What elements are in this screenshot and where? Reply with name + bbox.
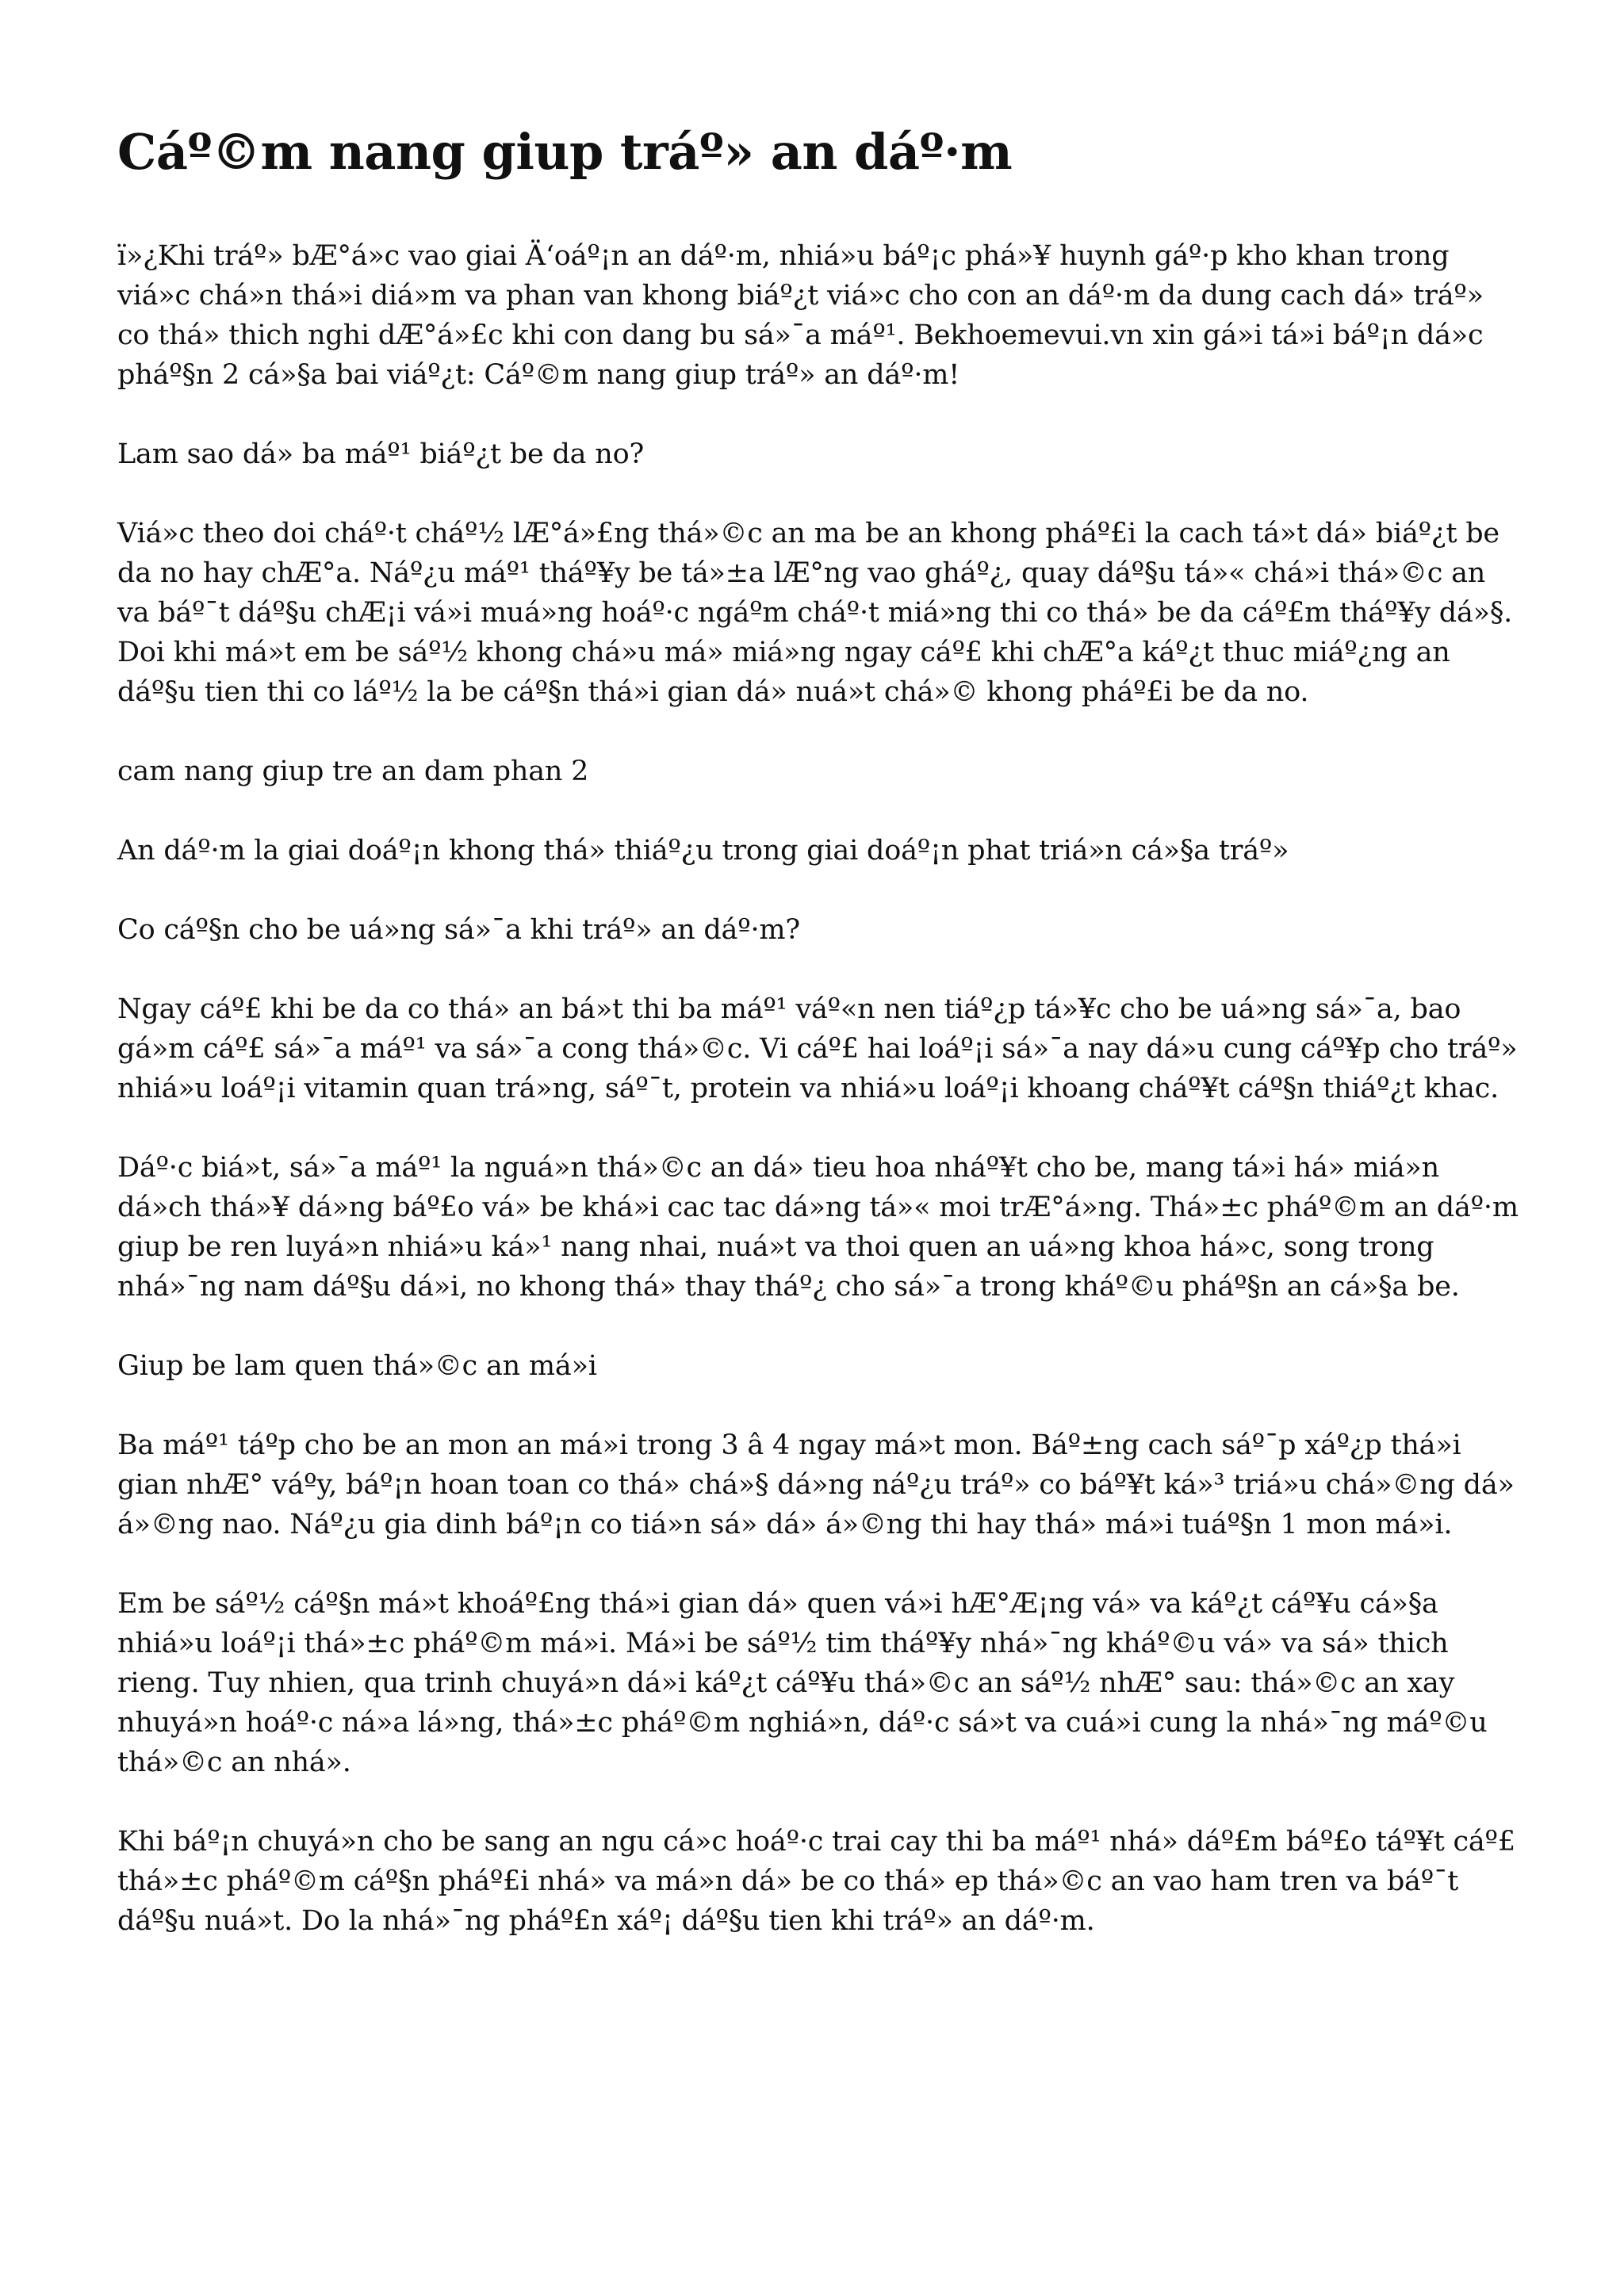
- paragraph-intro: ï»¿Khi tráº» bÆ°á»c vao giai Ä‘oáº¡n an dáº·m, nhiá»u báº¡c phá»¥ huynh gáº·p kho khan trong viá»c chá»n thá»i diá»m va phan van khong biáº¿t viá»c cho con an dáº·m da dung cach dá» tráº» co thá» thich nghi dÆ°á»£c khi con dang bu sá»¯a máº¹. Bekhoemevui.vn xin gá»i tá»i báº¡n dá»c pháº§n 2 cá»§a bai viáº¿t: Cáº©m nang giup tráº» an dáº·m!: [117, 240, 1484, 391]
- paragraph-question-milk: Co cáº§n cho be uá»ng sá»¯a khi tráº» an dáº·m?: [117, 914, 800, 946]
- paragraph-cereal-fruit: Khi báº¡n chuyá»n cho be sang an ngu cá»c hoáº·c trai cay thi ba máº¹ nhá» dáº£m báº£o táº¥t cáº£ thá»±c pháº©m cáº§n pháº£i nhá» va má»n dá» be co thá» ep thá»©c an vao ham tren va báº¯t dáº§u nuá»t. Do la nhá»¯ng pháº£n xáº¡ dáº§u tien khi tráº» an dáº·m.: [117, 1826, 1515, 1937]
- paragraph-new-food-heading: Giup be lam quen thá»©c an má»i: [117, 1350, 597, 1382]
- paragraph-new-food-schedule: Ba máº¹ táºp cho be an mon an má»i trong 3 â 4 ngay má»t mon. Báº±ng cach sáº¯p xáº¿p thá»i gian nhÆ° váºy, báº¡n hoan toan co thá» chá»§ dá»ng náº¿u tráº» co báº¥t ká»³ triá»u chá»©ng dá» á»©ng nao. Náº¿u gia dinh báº¡n co tiá»n sá» dá» á»©ng thi hay thá» má»i tuáº§n 1 mon má»i.: [117, 1429, 1515, 1540]
- paragraph-milk-continue: Ngay cáº£ khi be da co thá» an bá»t thi ba máº¹ váº«n nen tiáº¿p tá»¥c cho be uá»ng sá»¯a, bao gá»m cáº£ sá»¯a máº¹ va sá»¯a cong thá»©c. Vi cáº£ hai loáº¡i sá»¯a nay dá»u cung cáº¥p cho tráº» nhiá»u loáº¡i vitamin quan trá»ng, sáº¯t, protein va nhiá»u loáº¡i khoang cháº¥t cáº§n thiáº¿t khac.: [117, 993, 1518, 1104]
- paragraph-stage-note: An dáº·m la giai doáº¡n khong thá» thiáº¿u trong giai doáº¡n phat triá»n cá»§a tráº»: [117, 835, 1289, 867]
- paragraph-texture-transition: Em be sáº½ cáº§n má»t khoáº£ng thá»i gian dá» quen vá»i hÆ°Æ¡ng vá» va káº¿t cáº¥u cá»§a nhiá»u loáº¡i thá»±c pháº©m má»i. Má»i be sáº½ tim tháº¥y nhá»¯ng kháº©u vá» va sá» thich rieng. Tuy nhien, qua trinh chuyá»n dá»i káº¿t cáº¥u thá»©c an sáº½ nhÆ° sau: thá»©c an xay nhuyá»n hoáº·c ná»a lá»ng, thá»±c pháº©m nghiá»n, dáº·c sá»t va cuá»i cung la nhá»¯ng máº©u thá»©c an nhá».: [117, 1588, 1488, 1778]
- document-page: [117, 121, 1521, 1980]
- paragraph-question-full: Lam sao dá» ba máº¹ biáº¿t be da no?: [117, 438, 645, 470]
- paragraph-breast-milk: Dáº·c biá»t, sá»¯a máº¹ la nguá»n thá»©c an dá» tieu hoa nháº¥t cho be, mang tá»i há» miá»n dá»ch thá»¥ dá»ng báº£o vá» be khá»i cac tac dá»ng tá»« moi trÆ°á»ng. Thá»±c pháº©m an dáº·m giup be ren luyá»n nhiá»u ká»¹ nang nhai, nuá»t va thoi quen an uá»ng khoa há»c, song trong nhá»¯ng nam dáº§u dá»i, no khong thá» thay tháº¿ cho sá»¯a trong kháº©u pháº§n an cá»§a be.: [117, 1152, 1519, 1303]
- document-title: Cáº©m nang giup tráº» an dáº·m: [117, 123, 1013, 181]
- paragraph-image-caption: cam nang giup tre an dam phan 2: [117, 756, 589, 787]
- paragraph-full-signs: Viá»c theo doi cháº·t cháº½ lÆ°á»£ng thá»©c an ma be an khong pháº£i la cach tá»t dá» biáº¿t be da no hay chÆ°a. Náº¿u máº¹ tháº¥y be tá»±a lÆ°ng vao gháº¿, quay dáº§u tá»« chá»i thá»©c an va báº¯t dáº§u chÆ¡i vá»i muá»ng hoáº·c ngáºm cháº·t miá»ng thi co thá» be da cáº£m tháº¥y dá»§. Doi khi má»t em be sáº½ khong chá»u má» miá»ng ngay cáº£ khi chÆ°a káº¿t thuc miáº¿ng an dáº§u tien thi co láº½ la be cáº§n thá»i gian dá» nuá»t chá»© khong pháº£i be da no.: [117, 518, 1513, 708]
